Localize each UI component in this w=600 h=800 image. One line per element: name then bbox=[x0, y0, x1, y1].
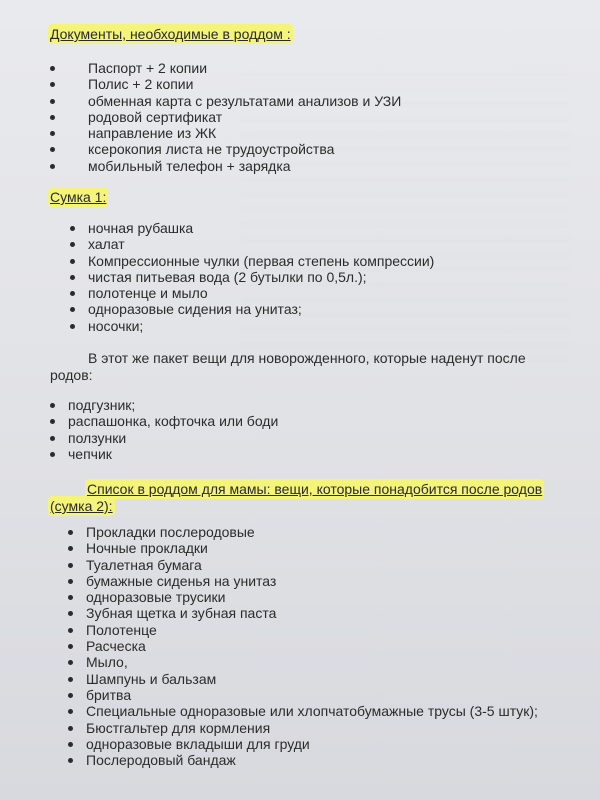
bullet-icon bbox=[50, 403, 55, 408]
documents-list-item-text: ксерокопия листа не трудоустройства bbox=[88, 141, 335, 158]
bag1-note-line1: В этот же пакет вещи для новорожденного, которые наденут после bbox=[88, 350, 526, 366]
documents-list-item-text: мобильный телефон + зарядка bbox=[88, 157, 291, 174]
documents-list-item bbox=[50, 109, 570, 125]
bullet-icon bbox=[50, 115, 55, 120]
documents-list-item-text: Паспорт + 2 копии bbox=[88, 60, 208, 76]
bag1-note-line2: родов: bbox=[50, 367, 93, 383]
bag1-list-item-text: ночная рубашка bbox=[88, 220, 194, 236]
bag2-heading bbox=[50, 481, 542, 515]
bag2-list-item bbox=[68, 589, 588, 605]
documents-list-item bbox=[50, 125, 570, 141]
bag2-list-item bbox=[68, 720, 588, 736]
bag2-list-item bbox=[68, 752, 588, 768]
bullet-icon bbox=[70, 324, 75, 329]
bag2-list-item-text: Бюстгальтер для кормления bbox=[86, 719, 271, 736]
bag1-list-item bbox=[70, 236, 570, 252]
bag2-list-item bbox=[68, 540, 588, 556]
documents-list-item bbox=[50, 158, 570, 174]
bag1-heading bbox=[50, 189, 106, 206]
bullet-icon bbox=[70, 259, 75, 264]
bullet-icon bbox=[50, 131, 55, 136]
bullet-icon bbox=[68, 660, 73, 665]
bullet-icon bbox=[50, 164, 55, 169]
documents-heading bbox=[50, 26, 291, 43]
bag2-list-item-text: Шампунь и бальзам bbox=[86, 670, 217, 687]
documents-list-item-text: Полис + 2 копии bbox=[88, 76, 194, 93]
bag2-heading-line2: (сумка 2): bbox=[50, 498, 113, 514]
bullet-icon bbox=[68, 546, 73, 551]
documents-list-item bbox=[50, 60, 570, 76]
bag2-list-item bbox=[68, 524, 588, 540]
baby-list-item-text: чепчик bbox=[68, 445, 112, 462]
bullet-icon bbox=[68, 611, 73, 616]
bag1-list-item bbox=[70, 318, 570, 334]
bag2-list-item-text: Полотенце bbox=[86, 621, 157, 638]
bag1-list-item-text: носочки; bbox=[88, 317, 144, 334]
bullet-icon bbox=[68, 530, 73, 535]
bag1-list-item-text: Компрессионные чулки (первая степень компрессии) bbox=[88, 252, 435, 269]
bullet-icon bbox=[50, 419, 55, 424]
bullet-icon bbox=[70, 242, 75, 247]
bag2-list-item-text: одноразовые трусики bbox=[86, 589, 226, 606]
bag2-list-item bbox=[68, 557, 588, 573]
bullet-icon bbox=[68, 579, 73, 584]
documents-list-item bbox=[50, 141, 570, 157]
bullet-icon bbox=[68, 709, 73, 714]
documents-list-item-text: обменная карта с результатами анализов и УЗИ bbox=[88, 92, 402, 109]
baby-list-item-text: подгузник; bbox=[68, 397, 136, 413]
bullet-icon bbox=[68, 644, 73, 649]
bullet-icon bbox=[50, 452, 55, 457]
bag2-list-item-text: Специальные одноразовые или хлопчатобумажные трусы (3-5 штук); bbox=[86, 703, 538, 720]
bullet-icon bbox=[50, 82, 55, 87]
bullet-icon bbox=[68, 742, 73, 747]
bag1-list-item bbox=[70, 220, 570, 236]
baby-list-item-text: ползунки bbox=[68, 429, 127, 446]
bullet-icon bbox=[50, 436, 55, 441]
baby-items-list bbox=[50, 397, 570, 462]
bag1-list-item bbox=[70, 301, 570, 317]
bag1-list-item-text: одноразовые сидения на унитаз; bbox=[88, 301, 302, 318]
bullet-icon bbox=[70, 226, 75, 231]
bag2-list-item-text: одноразовые вкладыши для груди bbox=[86, 735, 310, 752]
bag2-list-item bbox=[68, 703, 588, 719]
bullet-icon bbox=[68, 726, 73, 731]
bag1-list-item bbox=[70, 269, 570, 285]
bag2-list-item bbox=[68, 654, 588, 670]
documents-list-item-text: направление из ЖК bbox=[88, 125, 217, 142]
baby-list-item bbox=[50, 413, 570, 429]
documents-list-item bbox=[50, 76, 570, 92]
bullet-icon bbox=[68, 677, 73, 682]
bag1-list-item-text: чистая питьевая вода (2 бутылки по 0,5л.); bbox=[88, 268, 367, 285]
bag1-list-item bbox=[70, 285, 570, 301]
bag2-list-item bbox=[68, 671, 588, 687]
bullet-icon bbox=[68, 758, 73, 763]
bag2-list-item-text: Ночные прокладки bbox=[86, 540, 208, 557]
bag2-list-item bbox=[68, 622, 588, 638]
bag2-list-item-text: Прокладки послеродовые bbox=[86, 524, 255, 540]
baby-list-item bbox=[50, 397, 570, 413]
bag2-list-item bbox=[68, 605, 588, 621]
bag1-note bbox=[50, 350, 570, 384]
bullet-icon bbox=[50, 147, 55, 152]
bag2-list bbox=[68, 524, 588, 768]
bag2-list-item-text: Мыло, bbox=[86, 654, 128, 671]
bullet-icon bbox=[68, 693, 73, 698]
bullet-icon bbox=[70, 275, 75, 280]
bullet-icon bbox=[50, 99, 55, 104]
bag2-list-item-text: бумажные сиденья на унитаз bbox=[86, 572, 277, 589]
bag2-list-item-text: Зубная щетка и зубная паста bbox=[86, 605, 277, 622]
bag2-list-item-text: Расческа bbox=[86, 638, 146, 655]
bag1-list-item bbox=[70, 253, 570, 269]
bullet-icon bbox=[70, 291, 75, 296]
bag2-heading-line1: Список в роддом для мамы: вещи, которые понадобится после родов bbox=[87, 481, 543, 497]
bullet-icon bbox=[50, 66, 55, 71]
bag2-list-item bbox=[68, 573, 588, 589]
bullet-icon bbox=[68, 595, 73, 600]
bag2-list-item bbox=[68, 638, 588, 654]
baby-list-item bbox=[50, 430, 570, 446]
bag2-list-item-text: бритва bbox=[86, 686, 132, 703]
bag1-list bbox=[70, 220, 570, 334]
bag1-list-item-text: полотенце и мыло bbox=[88, 285, 208, 302]
baby-list-item bbox=[50, 446, 570, 462]
bullet-icon bbox=[70, 307, 75, 312]
documents-list-item bbox=[50, 93, 570, 109]
bag1-list-item-text: халат bbox=[88, 236, 125, 253]
bag2-list-item-text: Послеродовый бандаж bbox=[86, 752, 236, 769]
documents-list bbox=[50, 60, 570, 174]
bag2-list-item-text: Туалетная бумага bbox=[86, 556, 202, 573]
baby-list-item-text: распашонка, кофточка или боди bbox=[68, 413, 279, 430]
bag1-heading-text: Сумка 1: bbox=[50, 189, 107, 205]
bag2-list-item bbox=[68, 687, 588, 703]
bag2-list-item bbox=[68, 736, 588, 752]
bullet-icon bbox=[68, 628, 73, 633]
documents-list-item-text: родовой сертификат bbox=[88, 108, 223, 125]
documents-heading-text: Документы, необходимые в роддом : bbox=[50, 26, 291, 42]
bullet-icon bbox=[68, 563, 73, 568]
